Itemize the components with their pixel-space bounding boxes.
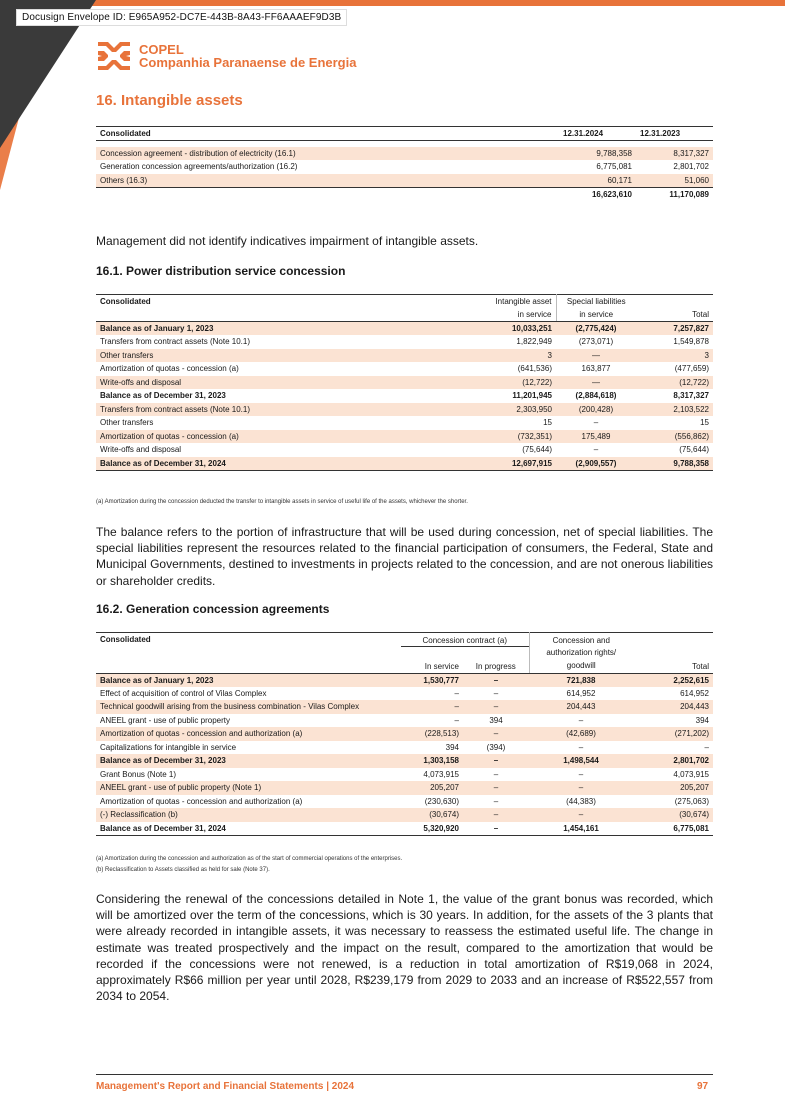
cell-value: 1,454,161 (529, 822, 633, 836)
cell-value: – (493, 796, 499, 806)
cell-value: 6,775,081 (633, 822, 713, 836)
table-total-row (96, 187, 713, 201)
cell-value: – (463, 822, 529, 836)
cell-value: 4,073,915 (423, 769, 459, 779)
cell-value: 1,303,158 (401, 754, 463, 768)
column-header: Concession and (529, 633, 633, 647)
cell-value: 394 (695, 715, 709, 725)
cell-value: – (401, 700, 463, 714)
column-header: Concession contract (a) (422, 635, 507, 645)
table-row (96, 673, 713, 687)
column-header: 12.31.2024 (559, 127, 636, 141)
cell-value: 394 (489, 715, 503, 725)
table-row (96, 349, 713, 363)
table-footnote: (b) Reclassification to Assets classified as held for sale (Note 37). (96, 867, 270, 873)
cell-value: (30,674) (633, 808, 713, 822)
cell-value: – (593, 445, 599, 455)
table-row (96, 335, 713, 349)
cell-value: — (556, 349, 636, 363)
cell-value: 6,775,081 (596, 162, 632, 172)
special-liabilities-paragraph: The balance refers to the portion of infrastructure that will be used during concession, net of special liabilities. The special liabilities represent the resources related to the financial participation of consumers, the Federal, State and Municipal Governments, destined to investments in projects related to the concession, and are not onerous liabilities or shareholder credits. (96, 525, 713, 588)
generation-concession-table (96, 632, 713, 836)
cell-value: – (463, 700, 529, 714)
cell-value: 1,549,878 (673, 337, 709, 347)
table-row (96, 687, 713, 701)
column-header: In progress (463, 646, 529, 673)
cell-value: (641,536) (517, 364, 552, 374)
cell-value: 1,530,777 (401, 673, 463, 687)
row-label: Concession agreement - distribution of electricity (16.1) (96, 147, 559, 161)
docusign-envelope-id: Docusign Envelope ID: E965A952-DC7E-443B-8A43-FF6AAAEF9D3B (16, 9, 347, 26)
row-label: Transfers from contract assets (Note 10.1) (100, 337, 250, 347)
cell-value: (44,383) (566, 796, 596, 806)
cell-value: (275,063) (674, 796, 709, 806)
cell-value: 175,489 (556, 430, 636, 444)
cell-value: – (493, 688, 499, 698)
cell-value: 15 (543, 418, 552, 428)
cell-value: (228,513) (401, 727, 463, 741)
row-label: Amortization of quotas - concession (a) (96, 430, 476, 444)
cell-value: – (578, 715, 584, 725)
table-row (96, 795, 713, 809)
table-row (96, 443, 713, 457)
row-label: Balance as of January 1, 2023 (96, 673, 401, 687)
cell-value: 51,060 (636, 174, 713, 188)
row-label: Transfers from contract assets (Note 10.1) (96, 403, 476, 417)
cell-value: 2,103,522 (636, 403, 713, 417)
cell-value: – (578, 769, 584, 779)
cell-value: 15 (700, 418, 709, 428)
cell-value: 8,317,327 (636, 147, 713, 161)
distribution-concession-table (96, 294, 713, 471)
row-label: Write-offs and disposal (96, 376, 476, 390)
row-label: ANEEL grant - use of public property (100, 715, 230, 725)
row-label: (-) Reclassification (b) (96, 808, 401, 822)
cell-value: – (593, 418, 599, 428)
row-label: ANEEL grant - use of public property (Note 1) (96, 781, 401, 795)
table-row (96, 822, 713, 836)
table-row (96, 754, 713, 768)
table-row (96, 160, 713, 174)
impairment-paragraph: Management did not identify indicatives impairment of intangible assets. (96, 234, 479, 248)
column-header: in service (556, 308, 636, 322)
row-label: Amortization of quotas - concession (a) (100, 364, 239, 374)
column-header: Total (633, 633, 713, 674)
table-row (96, 403, 713, 417)
cell-value: 2,303,950 (476, 403, 556, 417)
row-label (96, 187, 559, 201)
cell-value: 1,822,949 (516, 337, 552, 347)
table-row (96, 781, 713, 795)
column-header: Special liabilities (556, 295, 636, 309)
column-header: goodwill (529, 660, 633, 674)
cell-value: 163,877 (581, 364, 611, 374)
cell-value: – (463, 808, 529, 822)
table-header-row (96, 295, 713, 309)
cell-value: (230,630) (424, 796, 459, 806)
row-label: Grant Bonus (Note 1) (100, 769, 177, 779)
cell-value: 9,788,358 (636, 457, 713, 471)
cell-value: (12,722) (476, 376, 556, 390)
table-row (96, 416, 713, 430)
page-number: 97 (697, 1081, 709, 1092)
table-header-row (96, 633, 713, 647)
cell-value: 204,443 (529, 700, 633, 714)
cell-value: 205,207 (401, 781, 463, 795)
cell-value: 614,952 (680, 688, 709, 698)
section-title: 16. Intangible assets (96, 92, 243, 109)
cell-value: 3 (476, 349, 556, 363)
cell-value: – (454, 688, 459, 698)
cell-value: (75,644) (522, 445, 552, 455)
row-label: Technical goodwill arising from the business combination - Vilas Complex (96, 700, 401, 714)
cell-value: 394 (445, 742, 459, 752)
table-row (96, 741, 713, 755)
row-label: Amortization of quotas - concession and authorization (a) (100, 796, 303, 806)
cell-value: 2,252,615 (633, 673, 713, 687)
row-label: Other transfers (100, 418, 154, 428)
cell-value: (2,884,618) (575, 391, 617, 401)
row-label: Other transfers (96, 349, 476, 363)
column-header: 12.31.2023 (636, 127, 713, 141)
cell-value: 60,171 (559, 174, 636, 188)
table-row (96, 727, 713, 741)
cell-value: 1,498,544 (529, 754, 633, 768)
cell-value: – (578, 742, 584, 752)
table-row (96, 147, 713, 161)
cell-value: (2,775,424) (556, 322, 636, 336)
top-accent-bar (0, 0, 785, 6)
row-label: Amortization of quotas - concession and authorization (a) (96, 727, 401, 741)
cell-value: 5,320,920 (401, 822, 463, 836)
column-header: in service (476, 308, 556, 322)
cell-value: 2,801,702 (673, 162, 709, 172)
column-header: authorization rights/ (529, 646, 633, 660)
cell-value: (273,071) (578, 337, 614, 347)
column-header: Consolidated (100, 635, 151, 644)
cell-value: 8,317,327 (673, 391, 709, 401)
cell-value: 614,952 (566, 688, 596, 698)
subsection-title: 16.1. Power distribution service concession (96, 264, 346, 278)
logo-title: COPEL (139, 42, 184, 57)
table-row (96, 389, 713, 403)
table-row (96, 457, 713, 471)
column-header: In service (401, 646, 463, 673)
cell-value: – (463, 673, 529, 687)
row-label: Generation concession agreements/authorization (16.2) (100, 162, 298, 172)
logo-subtitle: Companhia Paranaense de Energia (139, 55, 357, 70)
copel-logo (96, 38, 356, 74)
row-label: Capitalizations for intangible in service (100, 742, 237, 752)
row-label: Balance as of December 31, 2024 (96, 457, 476, 471)
row-label: Balance as of December 31, 2024 (96, 822, 401, 836)
table-header-row (96, 127, 713, 141)
cell-value: – (704, 742, 709, 752)
cell-value: – (463, 727, 529, 741)
column-header: Intangible asset (495, 296, 552, 306)
subsection-title: 16.2. Generation concession agreements (96, 602, 330, 616)
cell-value: 204,443 (633, 700, 713, 714)
column-header: Consolidated (100, 297, 151, 306)
cell-value: (394) (486, 742, 506, 752)
cell-value: 12,697,915 (476, 457, 556, 471)
table-row (96, 430, 713, 444)
row-label: Effect of acquisition of control of Vilas Complex (100, 688, 267, 698)
cell-value: (12,722) (636, 376, 713, 390)
cell-value: (477,659) (674, 364, 709, 374)
cell-value: (732,351) (476, 430, 556, 444)
copel-logo-icon (96, 38, 132, 74)
grant-bonus-paragraph: Considering the renewal of the concessions detailed in Note 1, the value of the grant bonus was recorded, which will be amortized over the term of the concessions, which is 30 years. In addition, for the assets of the 3 plants that were already recorded in intangible assets, it was necessary to reassess the estimated useful life. The change in estimate was treated prospectively and the impact on the result, compared to the amortization that would be recorded if the concessions were not renewed, is a reduction in total amortization of R$19,068 in 2024, approximately R$66 million per year until 2028, R$239,179 from 2029 to 2033 and an increase of R$522,557 from 2034 to 2054. (96, 892, 713, 1004)
footer-divider (96, 1074, 713, 1075)
cell-value: – (493, 769, 499, 779)
table-row (96, 768, 713, 782)
cell-value: 16,623,610 (559, 187, 636, 201)
cell-value: 721,838 (529, 673, 633, 687)
cell-value: (200,428) (556, 403, 636, 417)
row-label: Balance as of December 31, 2023 (96, 754, 401, 768)
table-row (96, 362, 713, 376)
cell-value: 11,170,089 (636, 187, 713, 201)
cell-value: – (529, 808, 633, 822)
cell-value: (42,689) (529, 727, 633, 741)
cell-value: 11,201,945 (512, 391, 552, 401)
cell-value: – (529, 781, 633, 795)
cell-value: 205,207 (633, 781, 713, 795)
cell-value: 2,801,702 (633, 754, 713, 768)
table-footnote: (a) Amortization during the concession and authorization as of the start of commercial operations of the enterprises. (96, 856, 403, 862)
intangible-assets-table (96, 126, 713, 201)
row-label: Write-offs and disposal (100, 445, 182, 455)
cell-value: – (463, 781, 529, 795)
cell-value: — (556, 376, 636, 390)
column-header: Consolidated (96, 127, 559, 141)
cell-value: 7,257,827 (636, 322, 713, 336)
cell-value: – (454, 715, 459, 725)
cell-value: 4,073,915 (673, 769, 709, 779)
row-label: Balance as of January 1, 2023 (96, 322, 476, 336)
cell-value: (2,909,557) (556, 457, 636, 471)
footer-title: Management's Report and Financial Statements | 2024 (96, 1081, 355, 1092)
table-footnote: (a) Amortization during the concession deducted the transfer to intangible assets in service of useful life of the assets, whichever the shorter. (96, 499, 468, 505)
cell-value: 9,788,358 (559, 147, 636, 161)
cell-value: 10,033,251 (476, 322, 556, 336)
table-row (96, 376, 713, 390)
cell-value: – (463, 754, 529, 768)
table-row (96, 714, 713, 728)
table-row (96, 808, 713, 822)
cell-value: (271,202) (633, 727, 713, 741)
column-header: Total (636, 295, 713, 322)
cell-value: (556,862) (636, 430, 713, 444)
row-label: Others (16.3) (96, 174, 559, 188)
table-row (96, 174, 713, 188)
cell-value: (75,644) (679, 445, 709, 455)
cell-value: 3 (636, 349, 713, 363)
cell-value: (30,674) (401, 808, 463, 822)
table-row (96, 322, 713, 336)
row-label: Balance as of December 31, 2023 (100, 391, 226, 401)
table-row (96, 700, 713, 714)
